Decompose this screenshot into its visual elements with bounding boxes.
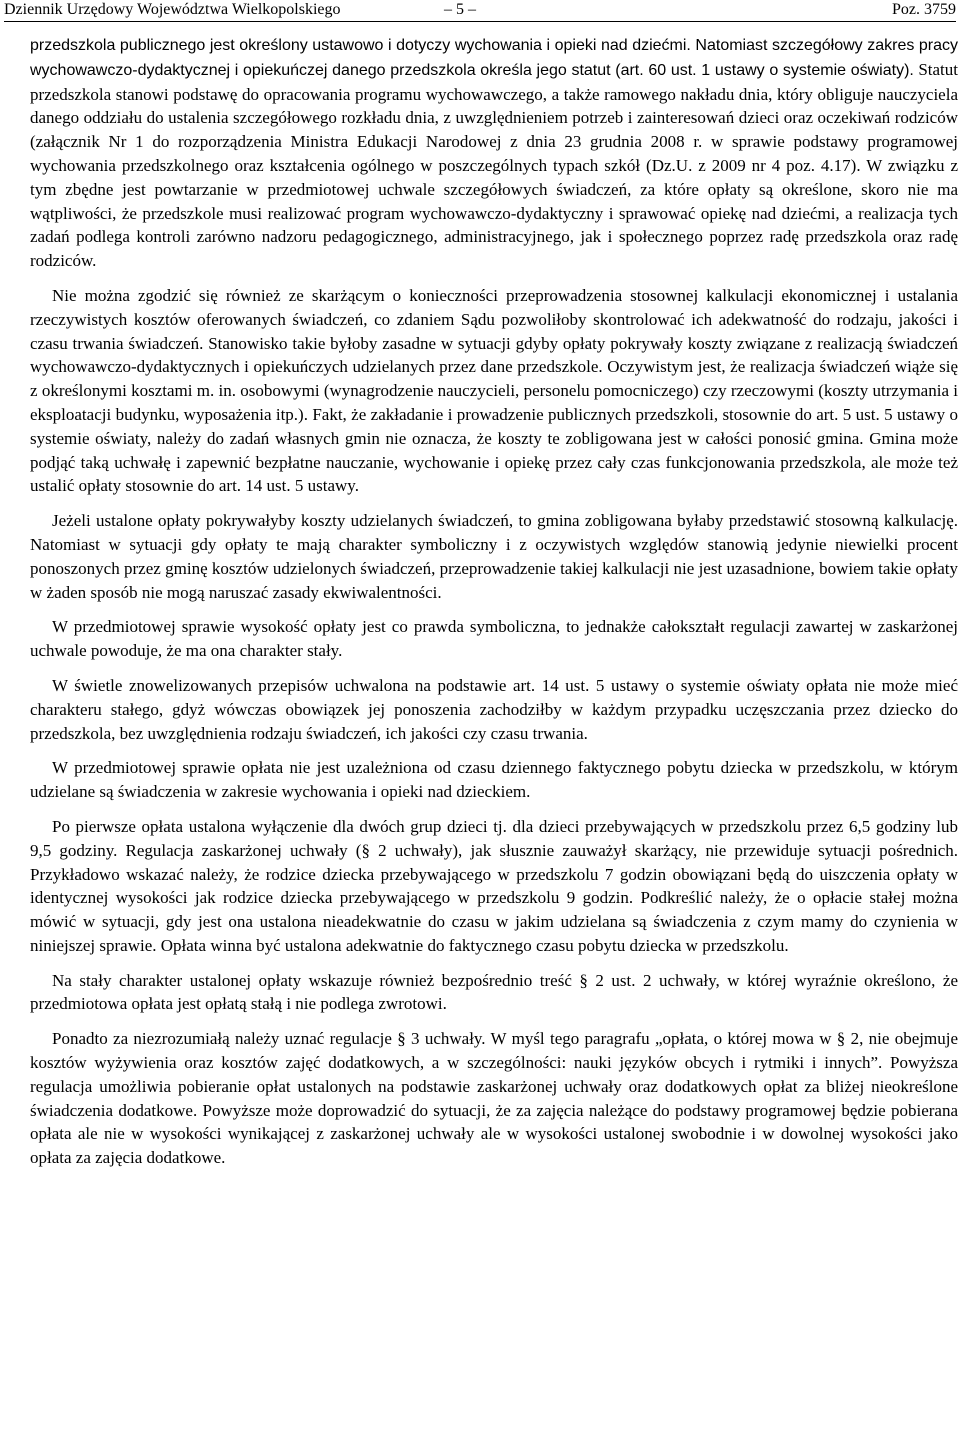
paragraph-1 (30, 33, 958, 273)
paragraph-6: W przedmiotowej sprawie opłata nie jest uzależniona od czasu dziennego faktycznego pobytu dziecka w przedszkolu, w którym udzielane są świadczenia w zakresie wychowania i opieki nad dzieckiem. (30, 758, 958, 802)
paragraph-7: Po pierwsze opłata ustalona wyłączenie dla dwóch grup dzieci tj. dla dzieci przebywających w przedszkolu przez 6,5 godziny lub 9,5 godziny. Regulacja zaskarżonej uchwały (§ 2 uchwały), jak słusznie zauważył skarżący, nie przewiduje sytuacji pośrednich. Przykładowo wskazać należy, że rodzice dziecka przebywającego w przedszkolu 7 godzin obowiązani będą do uiszczenia opłaty w identycznej wysokości jak rodzice dziecka przebywającego w przedszkolu 9 godzin. Podkreślić należy, że o opłacie stałej można mówić w sytuacji, gdy jest ona ustalona nieadekwatnie do czasu w jakim udzielana są świadczenia z czym mamy do czynienia w niniejszej sprawie. Opłata winna być ustalona adekwatnie do faktycznego czasu pobytu dziecka w przedszkolu. (30, 816, 958, 955)
paragraph-3: Jeżeli ustalone opłaty pokrywałyby koszty udzielanych świadczeń, to gmina zobligowana byłaby przedstawić stosowną kalkulację. Natomiast w sytuacji gdy opłaty te mają charakter symboliczny i z oczywistych względów stanowią jedynie niewielki procent ponoszonych przez gminę kosztów udzielonych świadczeń, przeprowadzenie takiej kalkulacji nie jest uzasadnione, bowiem takie opłaty w żaden sposób nie mogą naruszać zasady ekwiwalentności. (30, 511, 958, 602)
paragraph-2: Nie można zgodzić się również ze skarżącym o konieczności przeprowadzenia stosownej kalkulacji ekonomicznej i ustalania rzeczywistych kosztów oferowanych świadczeń, co zdaniem Sądu pozwoliłoby skontrolować ich adekwatność do rodzaju, jakości i czasu trwania świadczeń. Stanowisko takie byłoby zasadne w sytuacji gdyby opłaty pokrywały koszty związane z realizacją świadczeń wychowawczo-dydaktycznych i opiekuńczych udzielanych przez dane przedszkole. Oczywistym jest, że realizacja świadczeń wiąże się z określonymi kosztami m. in. osobowymi (wynagrodzenie nauczycieli, personelu pomocniczego) czy rzeczowymi (koszty utrzymania i eksploatacji budynku, wyposażenia itp.). Fakt, że zakładanie i prowadzenie publicznych przedszkoli, stosownie do art. 5 ust. 5 ustawy o systemie oświaty, należy do zadań własnych gmin nie oznacza, że koszty te zobligowana jest w całości ponosić gmina. Gmina może podjąć taką uchwałę i zapewnić bezpłatne nauczanie, wychowanie i opiekę przez cały czas funkcjonowania przedszkola, ale może też ustalić opłaty stosownie do art. 14 ust. 5 ustawy. (30, 285, 958, 496)
paragraph-8: Na stały charakter ustalonej opłaty wskazuje również bezpośrednio treść § 2 ust. 2 uchwały, w której wyraźnie określono, że przedmiotowa opłata jest opłatą stałą i nie podlega zwrotowi. (30, 970, 958, 1014)
paragraph-1-serif-run: Statut przedszkola stanowi podstawę do opracowania programu wychowawczego, a także ramowego nakładu dnia, który obliguje nauczyciela danego oddziału do ustalenia szczegółowego rozkładu dnia, z uwzględnieniem potrzeb i zainteresowań dzieci oraz oczekiwań rodziców (załącznik Nr 1 do rozporządzenia Ministra Edukacji Narodowej z dnia 23 grudnia 2008 r. w sprawie podstawy programowej wychowania przedszkolnego oraz kształcenia ogólnego w poszczególnych typach szkół (Dz.U. z 2009 nr 4 poz. 4.17). W związku z tym zbędne jest powtarzanie w przedmiotowej uchwale szczegółowych świadczeń, za które opłaty są określone, skoro nie ma wątpliwości, że przedszkole musi realizować program wychowawczo-dydaktyczny i sprawować opiekę nad dziećmi, a realizacja tych zadań podlega kontroli zarówno nadzoru pedagogicznego, administracyjnego, jak i społecznego poprzez radę przedszkola oraz radę rodziców. (30, 59, 958, 271)
page-header (4, 0, 956, 22)
paragraph-1-sans-run: przedszkola publicznego jest określony ustawowo i dotyczy wychowania i opieki nad dziećmi. Natomiast szczegółowy zakres pracy wychowawczo-dydaktycznej i opiekuńczej danego przedszkola określa jego statut (art. 60 ust. 1 ustawy o systemie oświaty). (30, 37, 958, 79)
journal-title: Dziennik Urzędowy Województwa Wielkopolskiego (4, 1, 341, 18)
paragraph-5: W świetle znowelizowanych przepisów uchwalona na podstawie art. 14 ust. 5 ustawy o systemie oświaty opłata nie może mieć charakteru stałego, gdyż wówczas obowiązek jej ponoszenia zachodziłby w każdym przypadku uczęszczania przez dziecko do przedszkola, bez uwzględnienia rodzaju świadczeń, ich jakości czy czasu trwania. (30, 675, 958, 743)
paragraph-9: Ponadto za niezrozumiałą należy uznać regulacje § 3 uchwały. W myśl tego paragrafu „opłata, o której mowa w § 2, nie obejmuje kosztów wyżywienia oraz kosztów zajęć dodatkowych, a w szczególności: nauki języków obcych i rytmiki i innych”. Powyższa regulacja umożliwia pobieranie opłat ustalonych na podstawie zaskarżonej uchwały oraz dodatkowych opłat za bliżej nieokreślone świadczenia dodatkowe. Powyższe może doprowadzić do sytuacji, że za zajęcia należące do podstawy programowej będzie pobierana opłata ale nie w wysokości wynikającej z zaskarżonej uchwały ale w wysokości ustalonej swobodnie i w dowolnej wysokości jako opłata za zajęcia dodatkowe. (30, 1029, 958, 1168)
header-divider (4, 21, 956, 22)
position-number: Poz. 3759 (892, 1, 956, 18)
paragraph-4: W przedmiotowej sprawie wysokość opłaty jest co prawda symboliczna, to jednakże całokształt regulacji zawartej w zaskarżonej uchwale powoduje, że ma ona charakter stały. (30, 617, 958, 661)
document-body (30, 33, 958, 1181)
page-number: – 5 – (444, 1, 476, 18)
